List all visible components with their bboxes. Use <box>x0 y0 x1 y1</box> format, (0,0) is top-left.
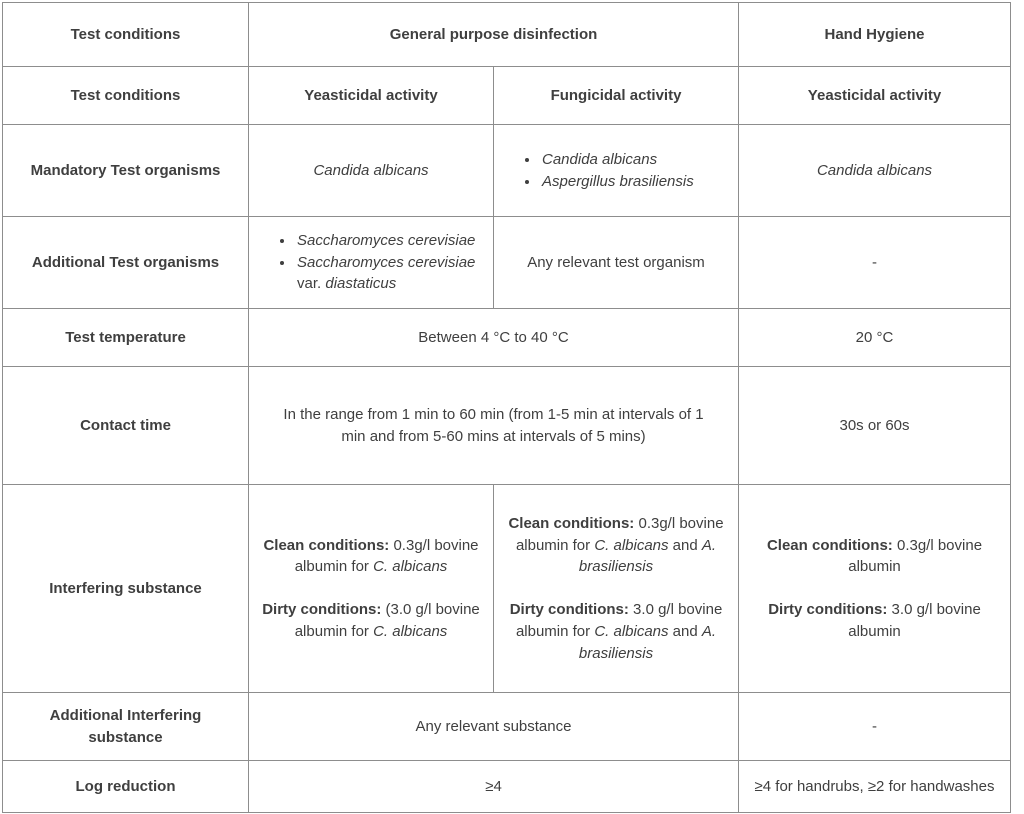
interfering-yeasticidal-dirty <box>261 599 481 643</box>
interfering-fungicidal-dirty <box>506 599 726 664</box>
row-interfering-substance <box>3 485 1011 693</box>
mandatory-fungicidal-list <box>506 149 726 193</box>
list-item <box>540 171 726 193</box>
cell-mandatory-fungicidal <box>494 125 739 217</box>
list-item <box>295 230 481 252</box>
cell-log-reduction-general: ≥4 <box>249 761 739 813</box>
cell-additional-hand: - <box>739 217 1011 309</box>
header-yeasticidal-activity: Yeasticidal activity <box>249 67 494 125</box>
label-additional-interfering-substance: Additional Interfering substance <box>3 693 249 761</box>
interfering-fungicidal-clean <box>506 513 726 578</box>
text-segment: C. albicans <box>594 622 669 640</box>
list-item <box>540 149 726 171</box>
cell-contact-time-hand: 30s or 60s <box>739 367 1011 485</box>
text-segment: A. brasiliensis <box>578 536 717 576</box>
list-item <box>295 252 481 296</box>
row-log-reduction <box>3 761 1011 813</box>
row-additional-interfering-substance <box>3 693 1011 761</box>
cell-mandatory-hand: Candida albicans <box>739 125 1011 217</box>
cell-interfering-yeasticidal <box>249 485 494 693</box>
header-hand-hygiene: Hand Hygiene <box>739 3 1011 67</box>
text-segment: var. <box>297 275 326 293</box>
interfering-yeasticidal-clean <box>261 535 481 579</box>
cell-contact-time-general: In the range from 1 min to 60 min (from 1-5 min at intervals of 1 min and from 5-60 mins at intervals of 5 mins) <box>249 367 739 485</box>
text-segment: Clean conditions: <box>263 536 390 554</box>
text-segment: Saccharomyces cerevisiae <box>297 253 476 271</box>
row-test-temperature <box>3 309 1011 367</box>
interfering-hand-clean <box>751 535 998 579</box>
cell-temperature-hand: 20 °C <box>739 309 1011 367</box>
text-segment: 0.3g/l bovine albumin for <box>515 514 724 554</box>
text-segment: C. albicans <box>594 536 669 554</box>
text-segment: Dirty conditions: <box>768 601 888 618</box>
text-segment: diastaticus <box>325 275 397 293</box>
row-mandatory-test-organisms <box>3 125 1011 217</box>
cell-additional-yeasticidal <box>249 217 494 309</box>
text-segment: 3.0 g/l bovine albumin for <box>515 601 723 640</box>
header-test-conditions-2: Test conditions <box>3 67 249 125</box>
row-contact-time <box>3 367 1011 485</box>
header-hand-yeasticidal-activity: Yeasticidal activity <box>739 67 1011 125</box>
label-mandatory-test-organisms: Mandatory Test organisms <box>3 125 249 217</box>
cell-additional-fungicidal: Any relevant test organism <box>494 217 739 309</box>
cell-interfering-hand <box>739 485 1011 693</box>
disinfection-test-conditions-table <box>2 2 1011 813</box>
additional-yeasticidal-list <box>261 230 481 295</box>
text-segment: 3.0 g/l bovine albumin <box>848 601 981 640</box>
cell-temperature-general: Between 4 °C to 40 °C <box>249 309 739 367</box>
header-fungicidal-activity: Fungicidal activity <box>494 67 739 125</box>
text-segment: C. albicans <box>373 558 448 576</box>
interfering-hand-dirty <box>751 599 998 643</box>
label-contact-time: Contact time <box>3 367 249 485</box>
cell-interfering-fungicidal <box>494 485 739 693</box>
label-log-reduction: Log reduction <box>3 761 249 813</box>
text-segment: Aspergillus brasiliensis <box>542 172 694 190</box>
text-segment: A. brasiliensis <box>578 622 717 662</box>
cell-additional-interfering-general: Any relevant substance <box>249 693 739 761</box>
text-segment: Saccharomyces cerevisiae <box>297 231 476 249</box>
text-segment: C. albicans <box>373 622 448 640</box>
text-segment: 0.3g/l bovine albumin <box>848 536 983 576</box>
cell-log-reduction-hand: ≥4 for handrubs, ≥2 for handwashes <box>739 761 1011 813</box>
text-segment: Candida albicans <box>542 150 658 168</box>
cell-additional-interfering-hand: - <box>739 693 1011 761</box>
label-interfering-substance: Interfering substance <box>3 485 249 693</box>
text-segment: Dirty conditions: <box>509 601 629 618</box>
header-test-conditions: Test conditions <box>3 3 249 67</box>
text-segment: and <box>668 536 702 554</box>
text-segment: Dirty conditions: <box>262 601 382 618</box>
header-row-2 <box>3 67 1011 125</box>
header-row-1 <box>3 3 1011 67</box>
cell-mandatory-yeasticidal: Candida albicans <box>249 125 494 217</box>
text-segment: Clean conditions: <box>766 536 893 554</box>
text-segment: 0.3g/l bovine albumin for <box>294 536 479 576</box>
row-additional-test-organisms <box>3 217 1011 309</box>
label-additional-test-organisms: Additional Test organisms <box>3 217 249 309</box>
label-test-temperature: Test temperature <box>3 309 249 367</box>
text-segment: and <box>668 622 702 640</box>
header-general-purpose-disinfection: General purpose disinfection <box>249 3 739 67</box>
text-segment: (3.0 g/l bovine albumin for <box>294 601 480 640</box>
text-segment: Clean conditions: <box>508 514 635 532</box>
